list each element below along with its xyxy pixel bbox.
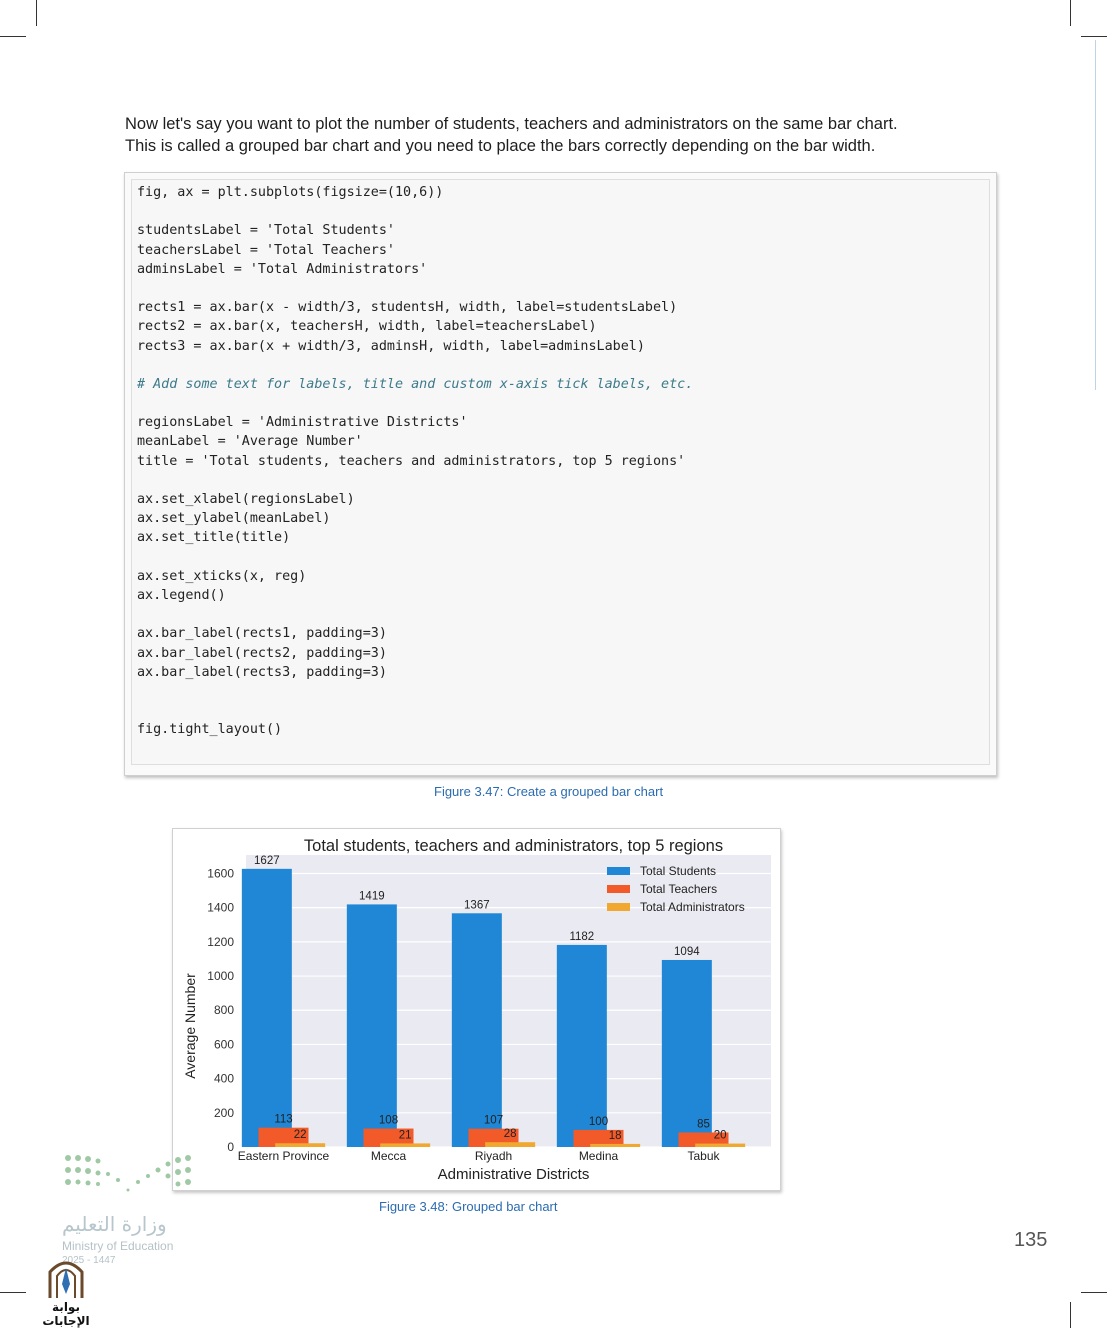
intro-paragraph [125,113,1005,157]
code-line: ax.bar_label(rects1, padding=3) [137,626,387,642]
bar-value-label: 113 [274,1113,293,1126]
crop-mark [0,36,26,37]
code-line: meanLabel = 'Average Number' [137,434,363,450]
bar [590,1144,640,1147]
code-line: ax.set_ylabel(meanLabel) [137,511,331,527]
intro-line-2: This is called a grouped bar chart and you need to place the bars correctly depending on the bar width. [125,137,876,155]
page-number: 135 [1014,1229,1048,1251]
bar [275,1143,325,1147]
portal-emblem-icon [30,1254,102,1300]
ministry-name-english: Ministry of Education [62,1239,174,1253]
code-cell [124,172,997,776]
chart-figure [172,828,781,1191]
bar [485,1142,535,1147]
crop-mark [1095,40,1096,390]
crop-mark [1070,1302,1071,1328]
ministry-dots-icon [62,1150,202,1200]
y-axis-label: Average Number [182,973,198,1079]
x-tick-label: Mecca [370,1149,407,1163]
y-tick-label: 200 [213,1105,234,1120]
legend-label: Total Students [640,864,717,878]
bar-value-label: 1367 [464,899,490,912]
bar-value-label: 1419 [359,890,385,903]
code-line: ax.set_title(title) [137,530,291,546]
answers-portal-logo [30,1254,102,1328]
y-tick-label: 600 [213,1037,234,1052]
code-line: fig.tight_layout() [137,722,283,738]
code-line: adminsLabel = 'Total Administrators' [137,261,428,277]
crop-mark [1070,0,1071,26]
legend-swatch [607,867,630,875]
code-block [137,183,693,739]
code-line: studentsLabel = 'Total Students' [137,223,395,239]
crop-mark [0,1292,26,1293]
code-line: rects1 = ax.bar(x - width/3, studentsH, width, label=studentsLabel) [137,300,678,316]
bar-value-label: 28 [503,1128,517,1141]
intro-line-1: Now let's say you want to plot the number of students, teachers and administrators on the same bar chart. [125,115,898,133]
y-tick-label: 0 [227,1140,234,1154]
bar-value-label: 1182 [569,930,595,943]
figure-caption: Figure 3.48: Grouped bar chart [379,1199,558,1214]
y-tick-label: 1600 [207,866,234,881]
code-line: fig, ax = plt.subplots(figsize=(10,6)) [137,185,444,200]
grouped-bar-chart [173,829,782,1192]
bar-value-label: 21 [398,1129,412,1142]
x-axis-label: Administrative Districts [437,1166,590,1183]
bar-value-label: 22 [293,1129,307,1142]
crop-mark [36,0,37,26]
code-comment: # Add some text for labels, title and custom x-axis tick labels, etc. [137,376,694,392]
chart-title: Total students, teachers and administrators, top 5 regions [303,837,724,855]
code-line: ax.set_xlabel(regionsLabel) [137,492,355,507]
bar [242,869,292,1147]
bar [380,1143,430,1147]
bar-value-label: 108 [378,1114,399,1127]
bar-value-label: 1094 [674,945,700,958]
y-tick-label: 1200 [207,934,234,949]
x-tick-label: Medina [578,1149,619,1163]
bar-value-label: 100 [588,1115,609,1128]
crop-mark [1081,36,1107,37]
y-tick-label: 1000 [207,969,234,984]
code-line: ax.bar_label(rects3, padding=3) [137,664,387,680]
code-line: ax.legend() [137,587,226,603]
portal-name: بوابة الإجابات [42,1300,90,1328]
code-line: teachersLabel = 'Total Teachers' [137,242,395,258]
bar [695,1144,745,1147]
code-line: title = 'Total students, teachers and administrators, top 5 regions' [137,453,686,469]
x-tick-label: Riyadh [474,1149,513,1163]
y-tick-label: 400 [213,1071,234,1086]
figure-caption: Figure 3.47: Create a grouped bar chart [434,784,664,799]
y-tick-label: 800 [213,1003,234,1018]
bar-value-label: 85 [697,1118,710,1131]
ministry-name-arabic: وزارة التعليم [62,1212,167,1236]
crop-mark [1081,1292,1107,1293]
bar [452,913,502,1147]
code-line: rects2 = ax.bar(x, teachersH, width, label=teachersLabel) [137,319,597,335]
ministry-logo [62,1150,207,1268]
bar-value-label: 20 [713,1129,727,1142]
code-line: ax.set_xticks(x, reg) [137,568,307,584]
x-tick-label: Tabuk [687,1149,720,1163]
bar-value-label: 1627 [254,854,280,867]
bar-value-label: 107 [483,1114,504,1127]
legend-swatch [607,903,630,911]
x-tick-label: Eastern Province [237,1149,330,1163]
bar [347,904,397,1147]
legend-label: Total Administrators [640,900,745,914]
ministry-year: 2025 - 1447 [62,1255,116,1266]
legend-swatch [607,885,630,893]
code-line: ax.bar_label(rects2, padding=3) [137,645,387,661]
legend-label: Total Teachers [640,882,718,896]
bar-value-label: 18 [608,1129,622,1142]
y-tick-label: 1400 [207,900,234,915]
code-line: rects3 = ax.bar(x + width/3, adminsH, width, label=adminsLabel) [137,338,645,354]
code-line: regionsLabel = 'Administrative Districts' [137,415,468,431]
